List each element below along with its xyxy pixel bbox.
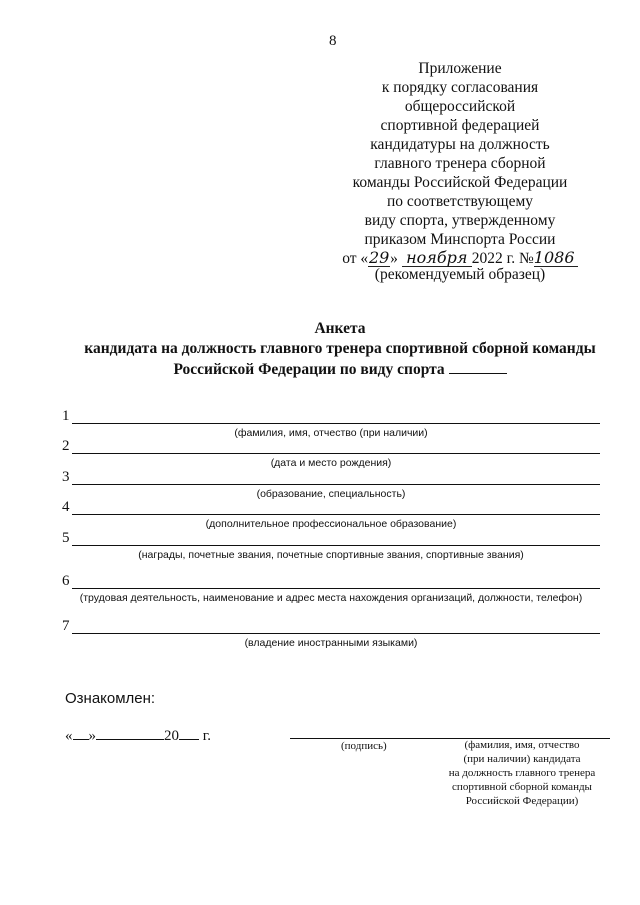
sport-blank-field[interactable] — [449, 359, 507, 374]
appendix-line: команды Российской Федерации — [352, 174, 568, 191]
appendix-header — [330, 59, 590, 268]
appendix-line: виду спорта, утвержденному — [364, 212, 556, 229]
field-input-line[interactable] — [72, 588, 600, 589]
field-input-line[interactable] — [72, 545, 600, 546]
name-caption-line: (фамилия, имя, отчество — [464, 739, 580, 751]
signature-caption: (подпись) — [341, 740, 387, 752]
appendix-line: кандидатуры на должность — [370, 136, 550, 153]
field-number: 6 — [62, 573, 70, 589]
date-prefix: от « — [342, 250, 369, 267]
field-number: 2 — [62, 438, 70, 454]
handwritten-order-number: 1086 — [534, 250, 578, 267]
title-line-3-text: Российской Федерации по виду спорта — [173, 361, 445, 378]
name-caption-line: Российской Федерации) — [465, 795, 579, 807]
field-number: 3 — [62, 469, 70, 485]
form-title — [40, 319, 640, 380]
appendix-line: спортивной федерацией — [380, 117, 540, 134]
date-mid: » — [390, 250, 398, 267]
acknowledged-label: Ознакомлен: — [65, 690, 156, 707]
field-caption: (владение иностранными языками) — [244, 637, 418, 649]
appendix-line: общероссийской — [404, 98, 516, 115]
day-blank[interactable] — [73, 726, 89, 740]
date-century: 20 — [164, 728, 179, 744]
field-input-line[interactable] — [72, 633, 600, 634]
field-caption: (фамилия, имя, отчество (при наличии) — [234, 427, 428, 439]
field-caption: (образование, специальность) — [256, 488, 406, 500]
page-number: 8 — [329, 33, 337, 49]
date-year-suffix: г. — [202, 728, 211, 744]
field-input-line[interactable] — [72, 423, 600, 424]
field-number: 5 — [62, 530, 70, 546]
appendix-line: к порядку согласования — [381, 79, 539, 96]
appendix-line: по соответствующему — [386, 193, 534, 210]
candidate-name-caption — [434, 738, 610, 808]
field-input-line[interactable] — [72, 453, 600, 454]
appendix-line: Приложение — [418, 60, 502, 77]
field-caption: (трудовая деятельность, наименование и адрес места нахождения организаций, должности, телефон) — [79, 592, 583, 604]
handwritten-day: 29 — [368, 248, 390, 267]
signature-date-line — [65, 726, 211, 745]
name-caption-line: (при наличии) кандидата — [463, 753, 581, 765]
name-caption-line: спортивной сборной команды — [452, 781, 592, 793]
appendix-line: приказом Минспорта России — [364, 231, 556, 248]
month-blank[interactable] — [96, 726, 164, 740]
handwritten-month: ноября — [402, 250, 472, 267]
date-open-quote: « — [65, 728, 73, 744]
field-caption: (награды, почетные звания, почетные спортивные звания, спортивные звания) — [138, 549, 524, 561]
year-blank[interactable] — [179, 726, 199, 740]
appendix-line: главного тренера сборной — [374, 155, 546, 172]
field-caption: (дополнительное профессиональное образование) — [205, 518, 457, 530]
title-line-3 — [40, 359, 640, 380]
sample-note: (рекомендуемый образец) — [374, 266, 546, 283]
field-number: 1 — [62, 408, 70, 424]
field-number: 4 — [62, 499, 70, 515]
field-input-line[interactable] — [72, 484, 600, 485]
field-caption: (дата и место рождения) — [270, 457, 392, 469]
name-caption-line: на должность главного тренера — [448, 767, 596, 779]
field-number: 7 — [62, 618, 70, 634]
date-close-quote: » — [88, 728, 96, 744]
field-input-line[interactable] — [72, 514, 600, 515]
title-line-1: Анкета — [314, 320, 366, 337]
date-year: 2022 г. № — [471, 250, 534, 267]
title-line-2: кандидата на должность главного тренера спортивной сборной команды — [84, 340, 596, 357]
